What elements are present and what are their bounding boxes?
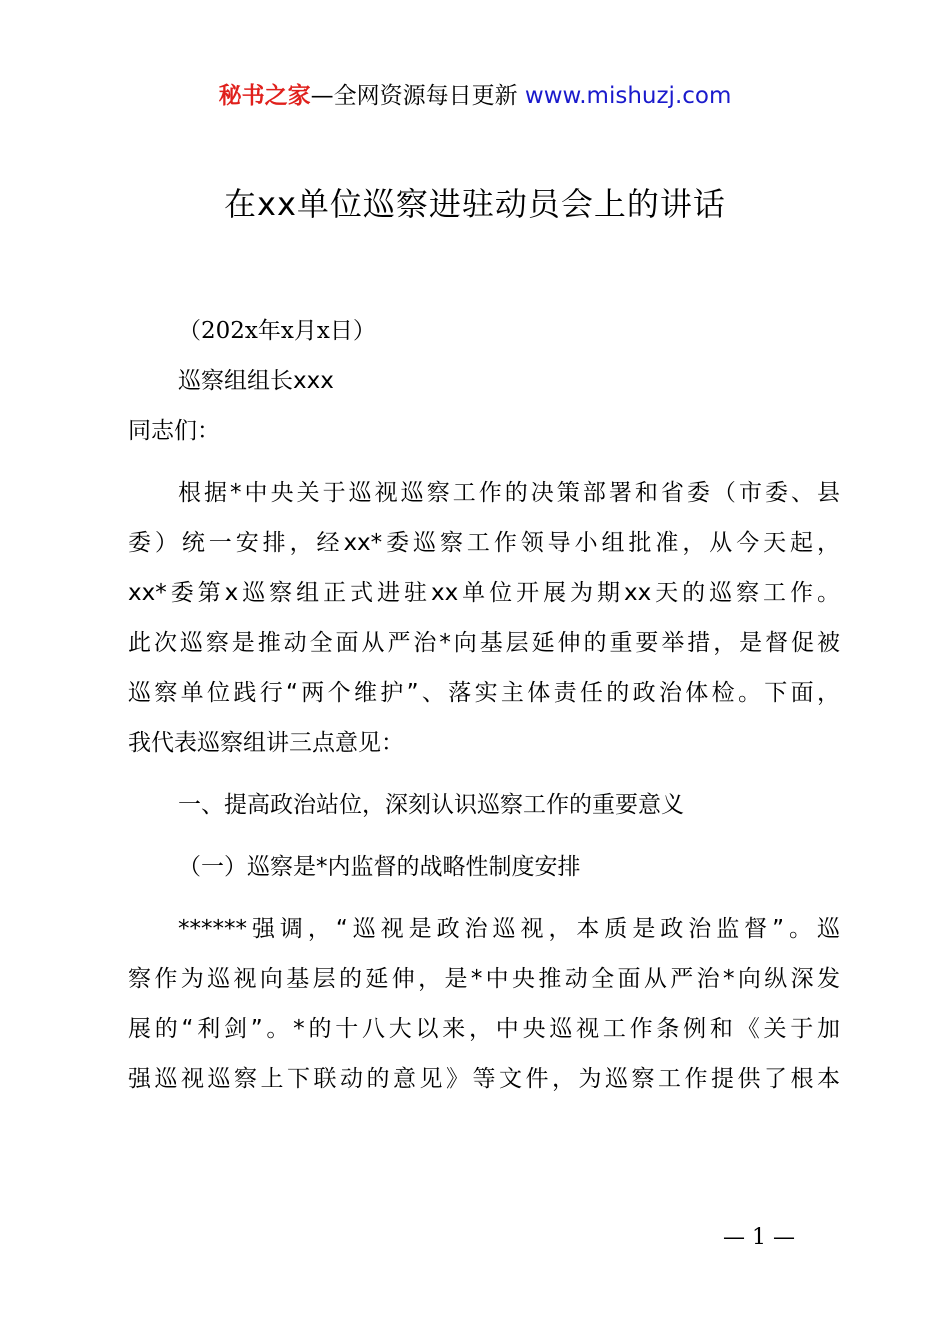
document-title: 在xx单位巡察进驻动员会上的讲话 — [224, 185, 726, 223]
paragraph-line: ******强调，“巡视是政治巡视，本质是政治监督”。巡 — [178, 916, 840, 942]
paragraph-line: 展的“利剑”。*的十八大以来，中央巡视工作条例和《关于加 — [128, 1016, 840, 1042]
section-heading: 一、提高政治站位，深刻认识巡察工作的重要意义 — [178, 792, 684, 818]
brand-name: 秘书之家 — [218, 83, 311, 109]
document-body — [128, 306, 840, 1104]
site-url-link[interactable]: www.mishuzj.com — [524, 83, 732, 109]
paragraph-line: 巡察单位践行“两个维护”、落实主体责任的政治体检。下面， — [128, 680, 840, 706]
page-number: — 1 — — [723, 1225, 795, 1250]
paragraph-2 — [128, 904, 840, 1104]
paragraph-line: 此次巡察是推动全面从严治*向基层延伸的重要举措，是督促被 — [128, 630, 840, 656]
paragraph-1 — [128, 468, 840, 768]
salutation: 同志们： — [128, 418, 220, 444]
paragraph-line: 委）统一安排，经xx*委巡察工作领导小组批准，从今天起， — [128, 530, 840, 556]
site-header — [0, 80, 950, 112]
paragraph-line: 强巡视巡察上下联动的意见》等文件，为巡察工作提供了根本 — [128, 1066, 840, 1092]
speaker-line: 巡察组组长xxx — [178, 368, 334, 394]
header-tagline: —全网资源每日更新 — [310, 83, 525, 109]
paragraph-line: 我代表巡察组讲三点意见： — [128, 730, 404, 756]
paragraph-line: 根据*中央关于巡视巡察工作的决策部署和省委（市委、县 — [178, 480, 840, 506]
subsection-heading: （一）巡察是*内监督的战略性制度安排 — [178, 854, 581, 880]
date-line: （202x年x月x日） — [178, 318, 376, 344]
paragraph-line: xx*委第x巡察组正式进驻xx单位开展为期xx天的巡察工作。 — [128, 580, 840, 606]
paragraph-line: 察作为巡视向基层的延伸，是*中央推动全面从严治*向纵深发 — [128, 966, 840, 992]
